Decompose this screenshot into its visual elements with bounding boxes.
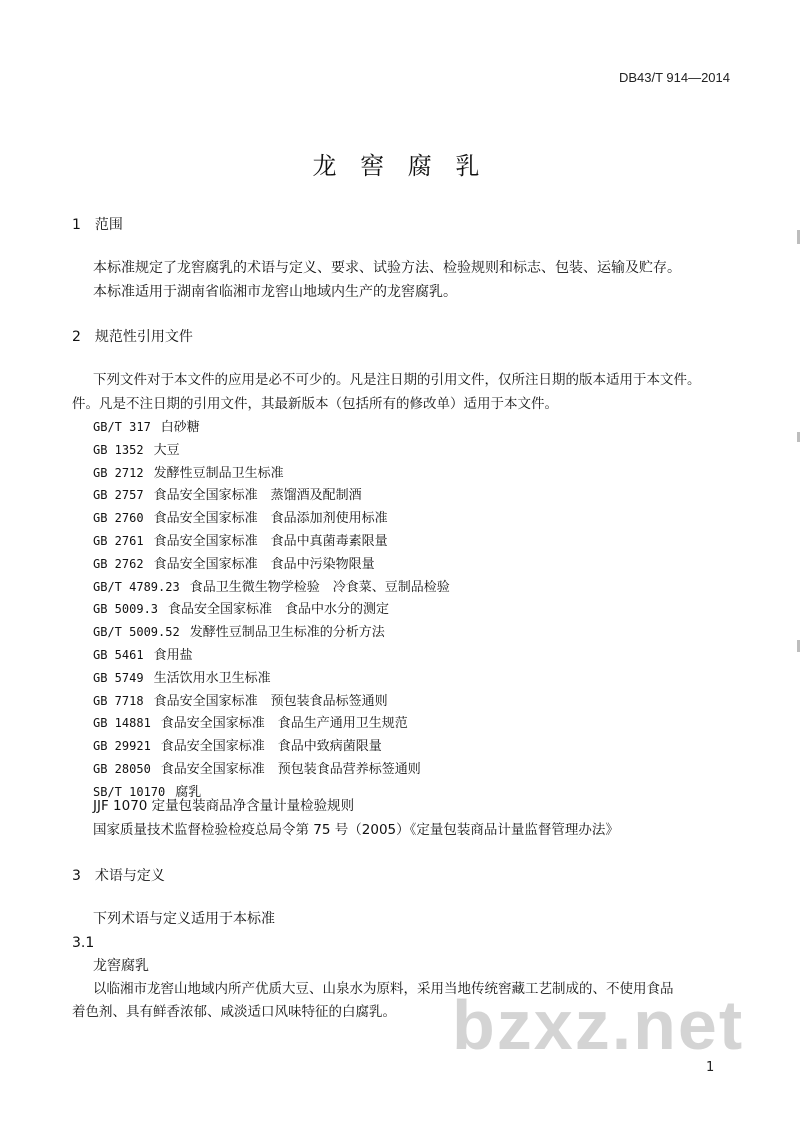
reference-title: 食品安全国家标准 预包装食品标签通则 <box>153 693 388 709</box>
reference-item <box>93 416 200 435</box>
reference-item <box>93 621 385 640</box>
reference-code: GB 2757 <box>93 488 144 503</box>
reference-item <box>93 462 284 481</box>
reference-code: GB 5009.3 <box>93 602 159 617</box>
reference-title: 食品安全国家标准 蒸馏酒及配制酒 <box>153 488 362 504</box>
reference-title: 食品安全国家标准 食品中致病菌限量 <box>160 739 382 755</box>
reference-title: 食品卫生微生物学检验 冷食菜、豆制品检验 <box>189 579 450 595</box>
reference-code: GB 2760 <box>93 511 144 526</box>
reference-item <box>93 667 271 686</box>
reference-item <box>93 530 388 549</box>
section-3-intro: 下列术语与定义适用于本标准 <box>93 911 275 927</box>
reference-title: 食品安全国家标准 预包装食品营养标签通则 <box>160 762 421 777</box>
section-2-intro-line-1: 下列文件对于本文件的应用是必不可少的。凡是注日期的引用文件，仅所注日期的版本适用于本文件。 <box>93 372 701 388</box>
reference-title: 发酵性豆制品卫生标准的分析方法 <box>189 625 385 641</box>
section-1-heading: 1 范围 <box>72 217 123 233</box>
standard-number: DB43/T 914—2014 <box>618 70 730 85</box>
reference-code: GB/T 5009.52 <box>93 625 180 640</box>
page-number: 1 <box>706 1060 715 1075</box>
reference-jjf-1070: JJF 1070 定量包装商品净含量计量检验规则 <box>93 798 355 814</box>
reference-code: GB 5749 <box>93 670 144 685</box>
reference-title: 食品安全国家标准 食品中水分的测定 <box>168 602 390 618</box>
reference-code: GB/T 317 <box>93 420 151 434</box>
reference-code: GB 1352 <box>93 442 144 457</box>
reference-code: GB 7718 <box>93 693 144 708</box>
section-1-paragraph-2: 本标准适用于湖南省临湘市龙窖山地域内生产的龙窖腐乳。 <box>93 284 457 300</box>
reference-item <box>93 484 362 503</box>
reference-title: 腐乳 <box>175 784 202 800</box>
reference-title: 食品安全国家标准 食品生产通用卫生规范 <box>160 716 408 732</box>
term-definition-line-2: 着色剂、具有鲜香浓郁、咸淡适口风味特征的白腐乳。 <box>72 1004 396 1020</box>
term-number: 3.1 <box>72 935 95 951</box>
reference-title: 发酵性豆制品卫生标准 <box>153 465 284 481</box>
reference-code: GB 14881 <box>93 716 151 731</box>
term-name: 龙窖腐乳 <box>93 958 149 974</box>
reference-code: GB 29921 <box>93 739 151 754</box>
reference-title: 生活饮用水卫生标准 <box>153 670 271 686</box>
reference-item <box>93 576 450 595</box>
section-2-heading: 2 规范性引用文件 <box>72 329 193 345</box>
reference-code: GB 2762 <box>93 556 144 571</box>
section-3-heading: 3 术语与定义 <box>72 868 165 884</box>
reference-item <box>93 690 388 709</box>
reference-title: 食用盐 <box>153 648 193 663</box>
reference-item <box>93 507 388 526</box>
reference-item <box>93 758 421 777</box>
reference-item <box>93 712 408 731</box>
reference-code: GB/T 4789.23 <box>93 579 180 594</box>
reference-title: 白砂糖 <box>160 420 200 435</box>
reference-title: 食品安全国家标准 食品添加剂使用标准 <box>153 511 388 527</box>
section-2-intro-line-2: 件。凡是不注日期的引用文件，其最新版本（包括所有的修改单）适用于本文件。 <box>72 396 558 412</box>
reference-code: SB/T 10170 <box>93 784 166 799</box>
reference-code: GB 28050 <box>93 762 151 776</box>
reference-item <box>93 439 180 458</box>
reference-item <box>93 598 389 617</box>
reference-item <box>93 553 375 572</box>
reference-title: 食品安全国家标准 食品中污染物限量 <box>153 556 375 572</box>
reference-code: GB 2761 <box>93 534 144 548</box>
reference-order-75: 国家质量技术监督检验检疫总局令第 75 号（2005）《定量包装商品计量监督管理办法》 <box>93 822 619 838</box>
reference-code: GB 5461 <box>93 648 144 662</box>
reference-title: 食品安全国家标准 食品中真菌毒素限量 <box>153 534 388 549</box>
reference-code: GB 2712 <box>93 465 144 480</box>
term-definition-line-1: 以临湘市龙窖山地域内所产优质大豆、山泉水为原料，采用当地传统窖藏工艺制成的、不使用食品 <box>93 981 674 997</box>
section-1-paragraph-1: 本标准规定了龙窖腐乳的术语与定义、要求、试验方法、检验规则和标志、包装、运输及贮存。 <box>93 260 681 276</box>
document-title: 龙 窖 腐 乳 <box>312 152 488 180</box>
watermark: bzxz.net <box>452 986 745 1064</box>
reference-item <box>93 735 382 754</box>
reference-title: 大豆 <box>153 442 180 458</box>
reference-item <box>93 644 193 663</box>
